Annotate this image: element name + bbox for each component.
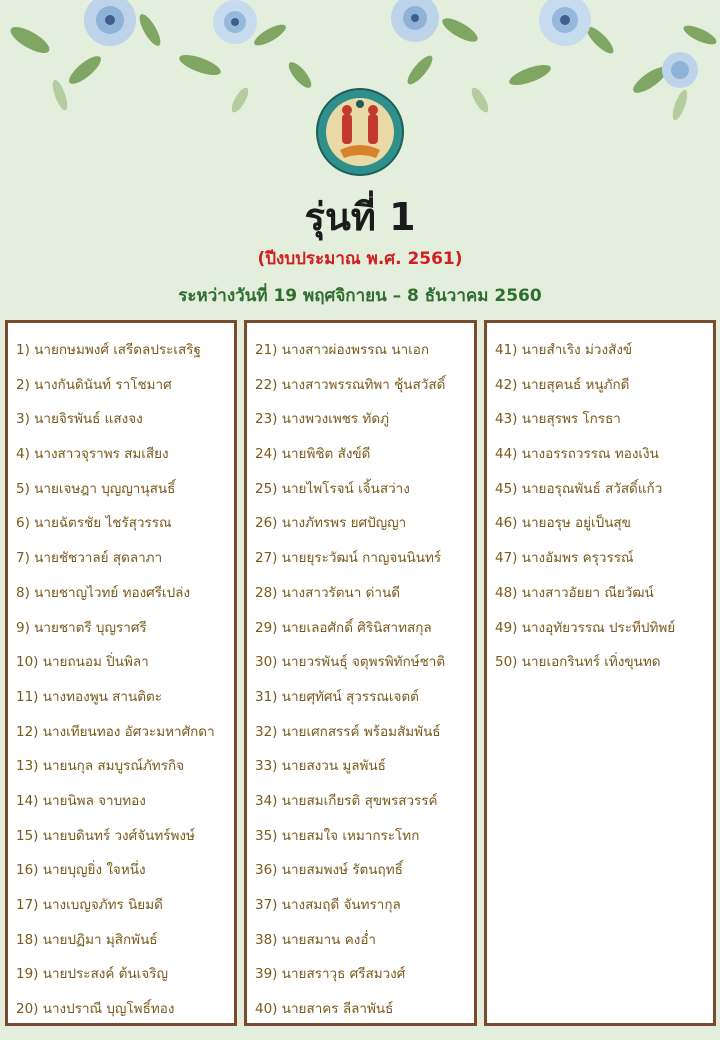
name-list-column-2 [244,320,477,1026]
list-item: 22) นางสาวพรรณทิพา ชุ้นสวัสดิ์ [255,376,446,393]
list-item: 33) นายสงวน มูลพันธ์ [255,758,386,775]
list-item: 48) นางสาวอัยยา ณียวัฒน์ [495,584,654,601]
date-range: ระหว่างวันที่ 19 พฤศจิกายน – 8 ธันวาคม 2560 [178,286,542,306]
list-item: 14) นายนิพล จาบทอง [16,792,146,809]
list-item: 23) นางพวงเพชร ทัดภู่ [255,411,389,428]
list-item: 34) นายสมเกียรติ สุขพรสวรรค์ [255,792,438,809]
list-item: 44) นางอรรถวรรณ ทองเงิน [495,446,659,463]
list-item: 38) นายสมาน คงอ่ำ [255,931,377,948]
list-item: 28) นางสาวรัตนา ด่านดี [255,584,400,601]
organization-seal-logo [316,88,404,176]
name-list [8,323,234,1027]
list-item: 24) นายพิชิต สังข์ดี [255,446,371,463]
list-item: 7) นายชัชวาลย์ สุดลาภา [16,550,163,567]
list-item: 45) นายอรุณพันธ์ สวัสดิ์แก้ว [495,480,663,497]
list-item: 37) นางสมฤดี จันทรากุล [255,897,401,913]
list-item: 50) นายเอกรินทร์ เทิ่งขุนทด [495,654,661,671]
list-item: 13) นายนกุล สมบูรณ์ภัทรกิจ [16,758,185,775]
list-item: 36) นายสมพงษ์ รัตนฤทธิ์ [255,862,403,879]
list-item: 21) นางสาวผ่องพรรณ นาเอก [255,342,430,358]
list-item: 8) นายชาญไวทย์ ทองศรีเปล่ง [16,584,191,601]
list-item: 40) นายสาคร ลีลาพันธ์ [255,1001,394,1018]
list-item: 35) นายสมใจ เหมากระโทก [255,827,420,844]
list-item: 31) นายศุทัศน์ สุวรรณเจตต์ [255,688,419,705]
list-item: 12) นางเทียนทอง อัศวะมหาศักดา [16,723,215,740]
list-item: 46) นายอรุษ อยู่เป็นสุข [495,515,631,532]
list-item: 1) นายกษมพงศ์ เสรีดลประเสริฐ [16,342,201,358]
list-item: 30) นายวรพันธุ์ จตุพรพิทักษ์ชาติ [255,654,446,671]
name-list-column-3 [484,320,716,1026]
list-item: 6) นายฉัตรชัย ไชรัสุวรรณ [16,515,172,532]
fiscal-year-subtitle: (ปีงบประมาณ พ.ศ. 2561) [257,249,463,269]
list-item: 27) นายยุระวัฒน์ กาญจนนินทร์ [255,550,442,567]
list-item: 9) นายชาตรี บุญราศรี [16,619,147,636]
list-item: 10) นายถนอม ปิ่นพิลา [16,654,149,671]
name-list [247,323,474,1027]
list-item: 3) นายจิรพันธ์ แสงจง [16,411,143,428]
list-item: 4) นางสาวจุราพร สมเสียง [16,446,169,463]
list-item: 41) นายสำเริง ม่วงสังข์ [495,342,633,358]
name-list-column-1 [5,320,237,1026]
list-item: 11) นางทองพูน สานติตะ [16,688,162,705]
list-item: 15) นายบดินทร์ วงศ์จันทร์พงษ์ [16,827,195,844]
list-item: 16) นายบุญยิ่ง ใจหนึ่ง [16,862,146,879]
list-item: 25) นายไพโรจน์ เจิ้นสว่าง [255,480,410,497]
list-item: 39) นายสราวุธ ศรีสมวงศ์ [255,966,406,983]
list-item: 5) นายเจษฎา บุญญานุสนธิ์ [16,480,176,497]
list-item: 2) นางกันดินันท์ ราโชมาศ [16,376,172,393]
list-item: 42) นายสุคนธ์ หนูภักดี [495,376,630,393]
list-item: 19) นายประสงค์ ต้นเจริญ [16,966,168,983]
list-item: 29) นายเลอศักดิ์ ศิรินิสาทสกุล [255,619,432,636]
list-item: 18) นายปฏิมา มุสิกพันธ์ [16,931,158,948]
batch-title: รุ่นที่ 1 [304,195,416,239]
name-list [487,323,713,680]
list-item: 17) นางเบญจภัทร นิยมดี [16,897,163,913]
list-item: 43) นายสุรพร โกรธา [495,411,621,428]
list-item: 20) นางปราณี บุญโพธิ์ทอง [16,1001,175,1018]
list-item: 49) นางอุทัยวรรณ ประทีปทิพย์ [495,619,676,636]
list-item: 47) นางอัมพร ครุวรรณ์ [495,550,634,567]
list-item: 32) นายเศกสรรค์ พร้อมสัมพันธ์ [255,723,441,740]
list-item: 26) นางภัทรพร ยศปัญญา [255,515,407,532]
